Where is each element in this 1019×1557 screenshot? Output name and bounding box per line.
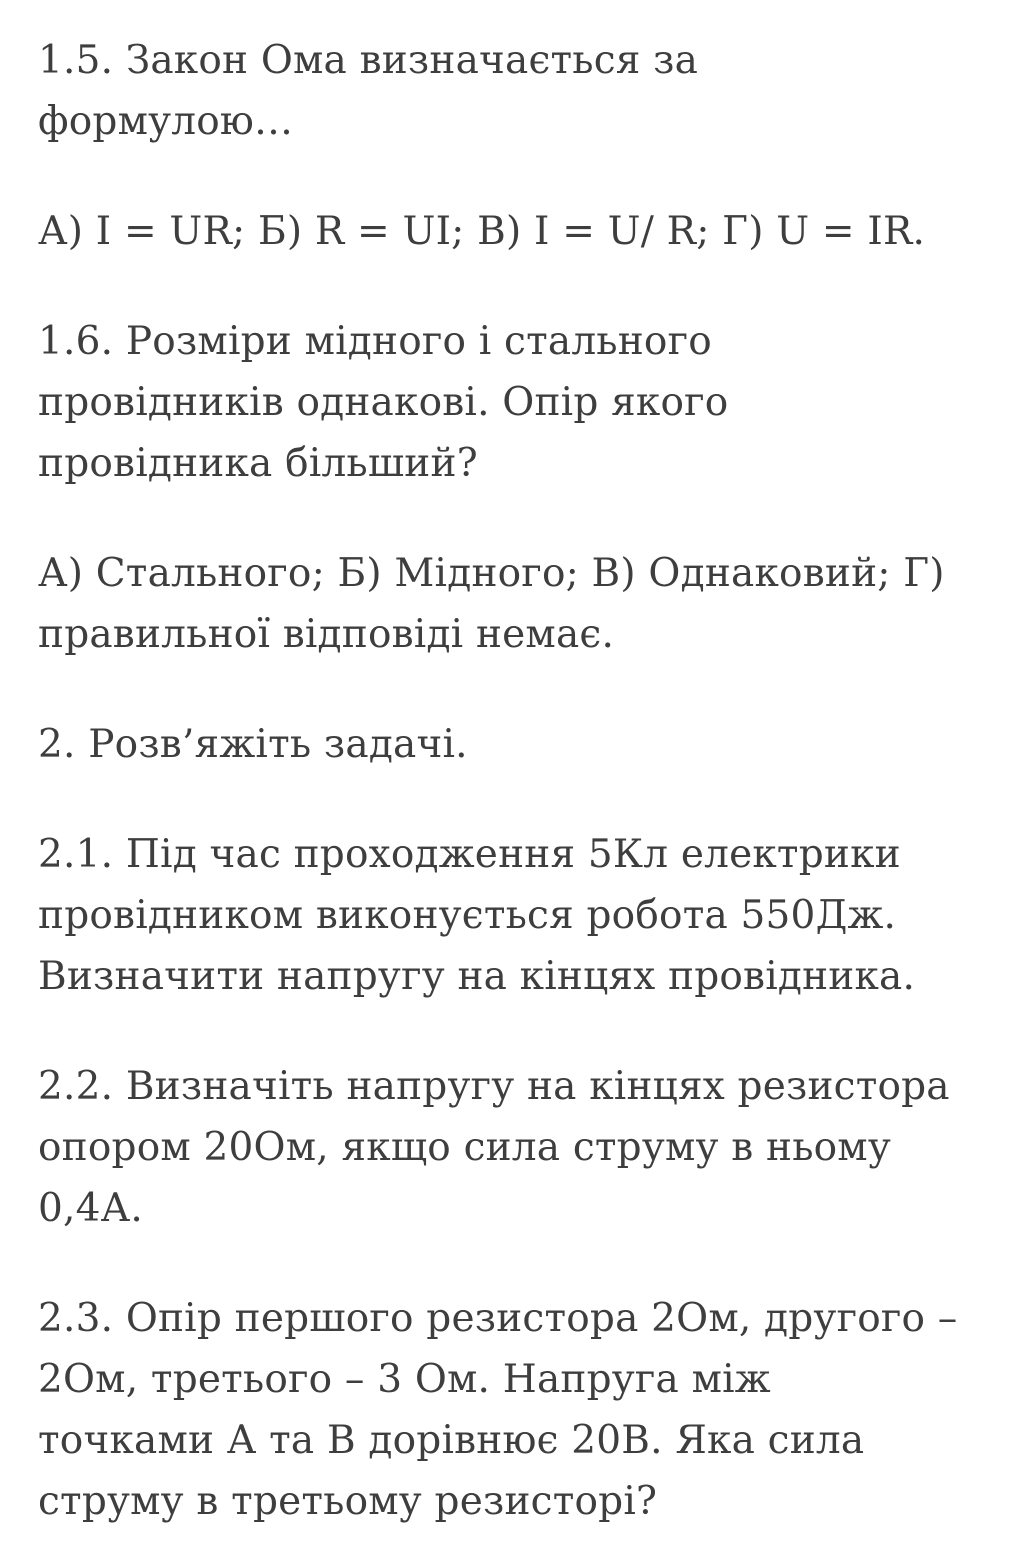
problem-2-2: 2.2. Визначіть напругу на кінцях резистора опором 20Ом, якщо сила струму в ньому 0,4А. [38, 1064, 950, 1231]
answers-1-6: А) Стального; Б) Мідного; В) Однаковий; Г) правильної відповіді немає. [38, 551, 945, 657]
document-body [38, 30, 998, 1532]
problem-2-1: 2.1. Під час проходження 5Кл електрики провідником виконується робота 550Дж. Визначити напругу на кінцях провідника. [38, 832, 916, 999]
question-1-5: 1.5. Закон Ома визначається за формулою… [38, 38, 699, 144]
question-1-6: 1.6. Розміри мідного і стального провідників однакові. Опір якого провідника більший? [38, 319, 729, 486]
problem-2-3: 2.3. Опір першого резистора 2Ом, другого – 2Ом, третього – 3 Ом. Напруга між точками А та В дорівнює 20В. Яка сила струму в третьому резисторі? [38, 1296, 958, 1524]
answers-1-5: А) І = UR; Б) R = UI; В) І = U/ R; Г) U = IR. [38, 209, 926, 254]
section-2-heading: 2. Розв’яжіть задачі. [38, 722, 468, 767]
